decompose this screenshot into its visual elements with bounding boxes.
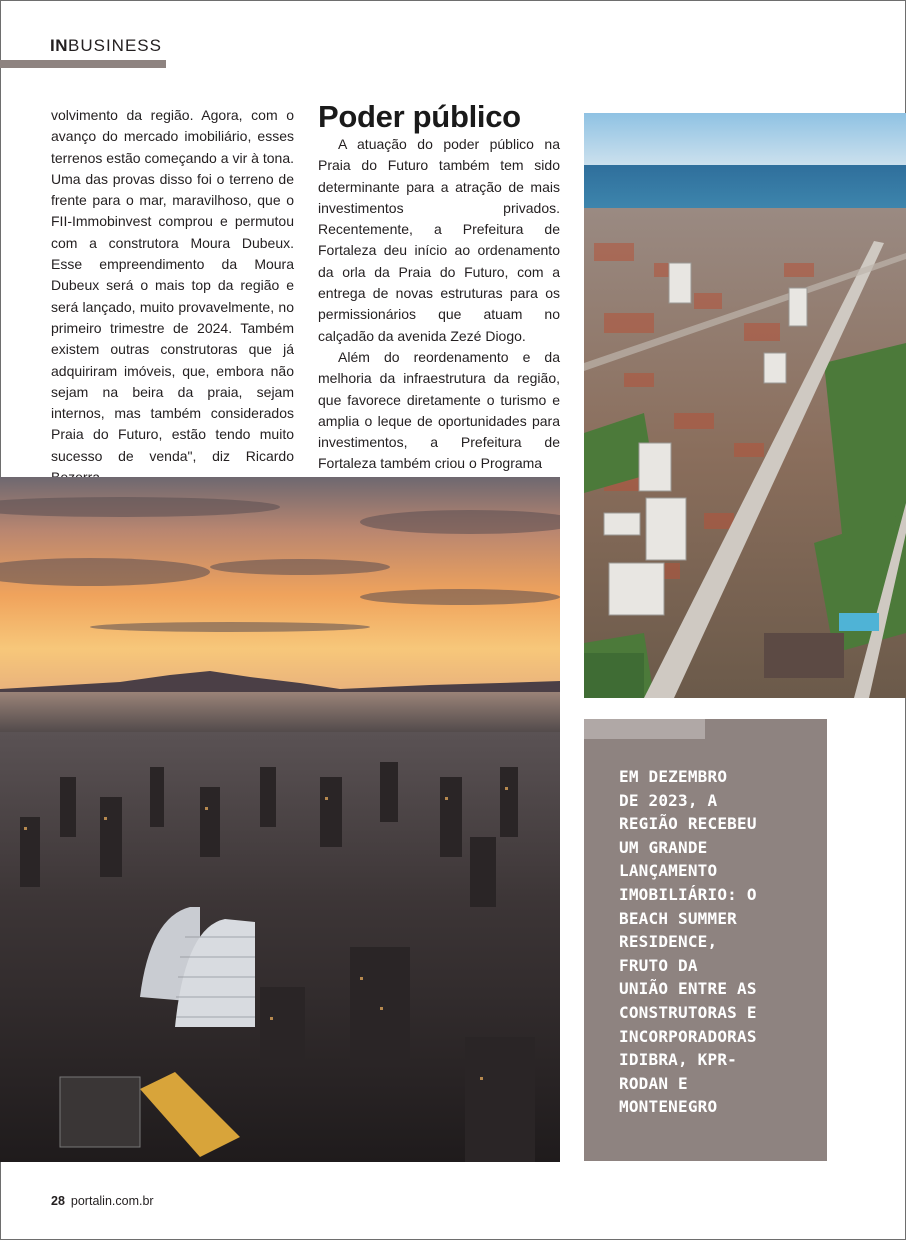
pull-quote-line: IDIBRA, KPR- bbox=[619, 1050, 737, 1070]
section-title: Poder público bbox=[318, 99, 521, 134]
pull-quote-line: EM DEZEMBRO bbox=[619, 767, 728, 786]
footer-site-link[interactable]: portalin.com.br bbox=[70, 1194, 154, 1208]
pull-quote-line: FRUTO DA bbox=[619, 955, 698, 975]
pull-quote-line: DE 2023, A bbox=[619, 790, 718, 810]
pull-quote-line: RESIDENCE, bbox=[619, 932, 718, 952]
article-column-1 bbox=[51, 105, 294, 488]
pull-quote-line: REGIÃO RECEBEU bbox=[619, 814, 757, 834]
sunset-city-photo bbox=[0, 477, 560, 1162]
section-paragraph-2: Além do reordenamento e da melhoria da infraestrutura da região, que favorece diretamente o turismo e amplia o leque de oportunidades para investimentos, a Prefeitura de Fortaleza também criou o Programa bbox=[318, 348, 560, 472]
pull-quote-line: UNIÃO ENTRE AS bbox=[619, 979, 757, 999]
pull-quote-line: UM GRANDE bbox=[619, 837, 708, 857]
pull-quote-text bbox=[619, 765, 814, 1119]
column1-paragraph: volvimento da região. Agora, com o avanço do mercado imobiliário, esses terrenos estão começando a vir à tona. Uma das provas disso foi o terreno de frente para o mar, maravilhoso, que o FII-Immobinvest comprou e permutou com a construtora Moura Dubeux. Esse empreendimento da Moura Dubeux será o mais top da região e será lançado, muito provavelmente, no primeiro trimestre de 2024. Também existem outras construtoras que já adquiriram imóveis, que, embora não sejam na beira da praia, sejam internos, mas também considerados Praia do Futuro, estão tendo muito sucesso de venda", diz Ricardo bbox=[51, 107, 294, 464]
header-accent-bar bbox=[0, 60, 166, 68]
aerial-beach-photo bbox=[584, 113, 906, 698]
pull-quote-line: LANÇAMENTO bbox=[619, 861, 718, 881]
header-section: BUSINESS bbox=[68, 36, 162, 55]
pull-quote-line: INCORPORADORAS bbox=[619, 1026, 757, 1046]
pull-quote-line: MONTENEGRO bbox=[619, 1097, 718, 1117]
section-paragraph-1: A atuação do poder público na Praia do Futuro também tem sido determinante para a atração de mais investimentos privados. Recentemente, a Prefeitura de Fortaleza deu início ao ordenamento da orla da Praia do Futuro, com a entrega de novas estruturas para os permissionários que atuam no calçadão da avenida Zezé Diogo. bbox=[318, 136, 560, 344]
magazine-section-header bbox=[50, 36, 162, 56]
pull-quote-line: BEACH SUMMER bbox=[619, 908, 737, 928]
pull-quote-line: RODAN E bbox=[619, 1073, 688, 1093]
pull-quote-line: CONSTRUTORAS E bbox=[619, 1002, 757, 1022]
page-number: 28 bbox=[51, 1194, 65, 1208]
article-column-2 bbox=[318, 134, 560, 475]
pull-quote-line: IMOBILIÁRIO: O bbox=[619, 884, 757, 904]
page-footer bbox=[51, 1194, 154, 1208]
header-prefix: IN bbox=[50, 36, 68, 55]
pull-quote-tab bbox=[584, 719, 705, 739]
